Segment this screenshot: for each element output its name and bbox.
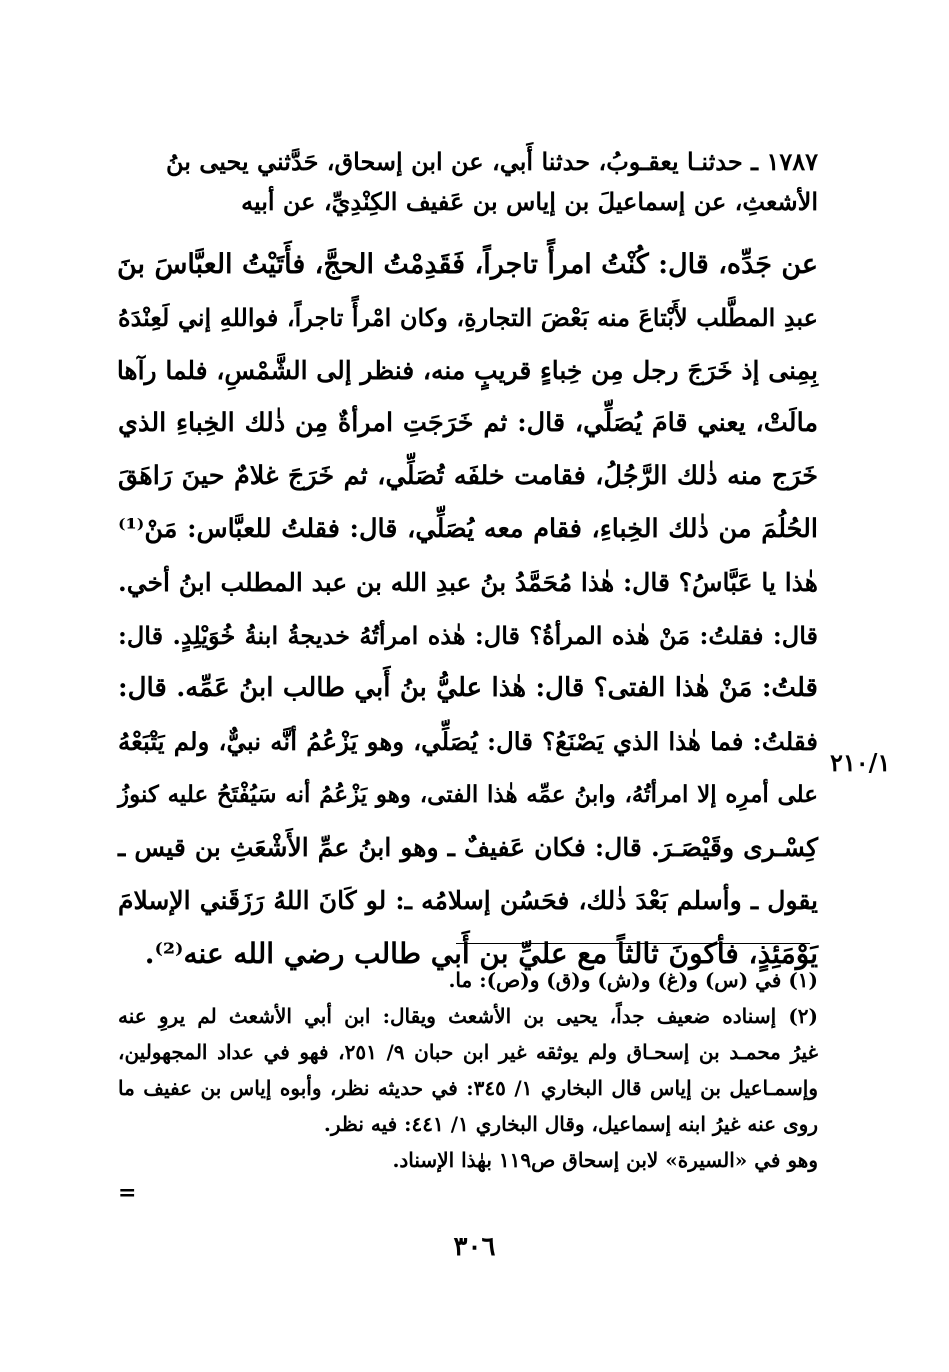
hadith-body-line: مالَتْ، يعني قامَ يُصَلِّي، قال: ثم خَرَجَتِ امرأةٌ مِن ذٰلك الخِباءِ الذي xyxy=(118,408,818,438)
hadith-body-line: فقلتُ: فما هٰذا الذي يَصْنَعُ؟ قال: يُصَلِّي، وهو يَزْعُمُ أنَّه نبيٌّ، ولم يَتْبَعْهُ xyxy=(118,727,818,756)
footnote-continuation-mark: = xyxy=(118,1180,137,1206)
footnote-separator xyxy=(456,943,810,944)
hadith-chain-line-1: ١٧٨٧ ـ حدثنـا يعقـوبُ، حدثنا أَبي، عن ابن إسحاق، حَدَّثني يحيى بنُ xyxy=(165,147,818,176)
hadith-body-line: يقول ـ وأسلم بَعْدَ ذٰلك، فحَسُن إسلامُه ـ: لو كَانَ اللهُ رَزَقَني الإسلامَ xyxy=(118,886,818,915)
hadith-body-line: خَرَج منه ذٰلك الرَّجُلُ، فقامت خلفَه تُصَلِّي، ثم خَرَجَ غلامٌ حينَ رَاهَقَ xyxy=(118,461,818,491)
margin-volume-page-reference: ٢١٠/١ xyxy=(830,748,891,777)
hadith-body-line: الحُلُمَ من ذٰلك الخِباءِ، فقام معه يُصَلِّي، قال: فقلتُ للعبَّاس: مَنْ⁽¹⁾ xyxy=(118,514,818,544)
hadith-chain-line-2: الأشعثِ، عن إسماعيلَ بن إياس بن عَفيف الكِنْدِيِّ، عن أبيه xyxy=(241,187,818,216)
footnote-1: (١) في (س) و(غ) و(ش) و(ق) و(ص): ما. xyxy=(448,968,818,992)
hadith-body-line: عبدِ المطَّلب لأَبْتاعَ منه بَعْضَ التجارةِ، وكان امْرأً تاجراً، فواللهِ إني لَعِنْدَهُ xyxy=(118,303,818,332)
hadith-body-line: على أمرِه إلا امرأتُهُ، وابنُ عمِّه هٰذا الفتى، وهو يَزْعُمُ أنه سَيُفْتَحُ عليه كنوزُ xyxy=(118,781,818,808)
hadith-body-line: كِسْـرى وقَيْصَـرَ. قال: فكان عَفيفٌ ـ وهو ابنُ عمِّ الأَشْعَثِ بن قيس ـ xyxy=(118,833,818,862)
hadith-body-line: يَوْمَئِذٍ، فأكونَ ثالثاً مع عليِّ بن أَبي طالب رضي الله عنه⁽²⁾. xyxy=(144,937,818,970)
footnote-2-line: وهو في «السيرة» لابن إسحاق ص١١٩ بهٰذا الإسناد. xyxy=(392,1148,818,1172)
footnotes xyxy=(118,962,818,1178)
hadith-body-line: بِمِنى إذ خَرَجَ رجل مِن خِباءٍ قريبٍ منه، فنظر إلى الشَّمْسِ، فلما رآها xyxy=(116,356,818,385)
hadith-body-line: قال: فقلتُ: مَنْ هٰذه المرأةُ؟ قال: هٰذه امرأتُهُ خديجةُ ابنةُ خُوَيْلِدٍ. قال: xyxy=(118,621,818,650)
hadith-body-line: قلتُ: مَنْ هٰذا الفتى؟ قال: هٰذا عليُّ بنُ أَبي طالب ابنُ عَمِّه. قال: xyxy=(118,673,818,703)
footnote-2-line: روى عنه غيرُ ابنه إسماعيل، وقال البخاري ١/ ٤٤١: فيه نظر. xyxy=(323,1112,818,1136)
footnote-2-line: (٢) إسناده ضعيف جداً، يحيى بن الأشعث ويقال: ابن أبي الأشعث لم يروِ عنه xyxy=(118,1004,818,1028)
footnote-2-line: غيرُ محمـد بن إسحـاق ولم يوثقه غير ابن حبان ٩/ ٢٥١، فهو في عداد المجهولين، xyxy=(118,1040,818,1064)
hadith-body xyxy=(118,238,818,980)
hadith-body-line: عن جَدِّه، قال: كُنْتُ امرأً تاجراً، فَقَدِمْتُ الحجَّ، فأَتَيْتُ العبَّاسَ بنَ xyxy=(117,249,818,280)
hadith-body-line: هٰذا يا عَبَّاسُ؟ قال: هٰذا مُحَمَّدُ بنُ عبدِ الله بن عبد المطلب ابنُ أخي. xyxy=(118,568,818,597)
page-number: ٣٠٦ xyxy=(453,1232,496,1262)
footnote-2-line: وإسمـاعيل بن إياس قال البخاري ١/ ٣٤٥: في حديثه نظر، وأبوه إياس بن عفيف ما xyxy=(118,1076,818,1100)
